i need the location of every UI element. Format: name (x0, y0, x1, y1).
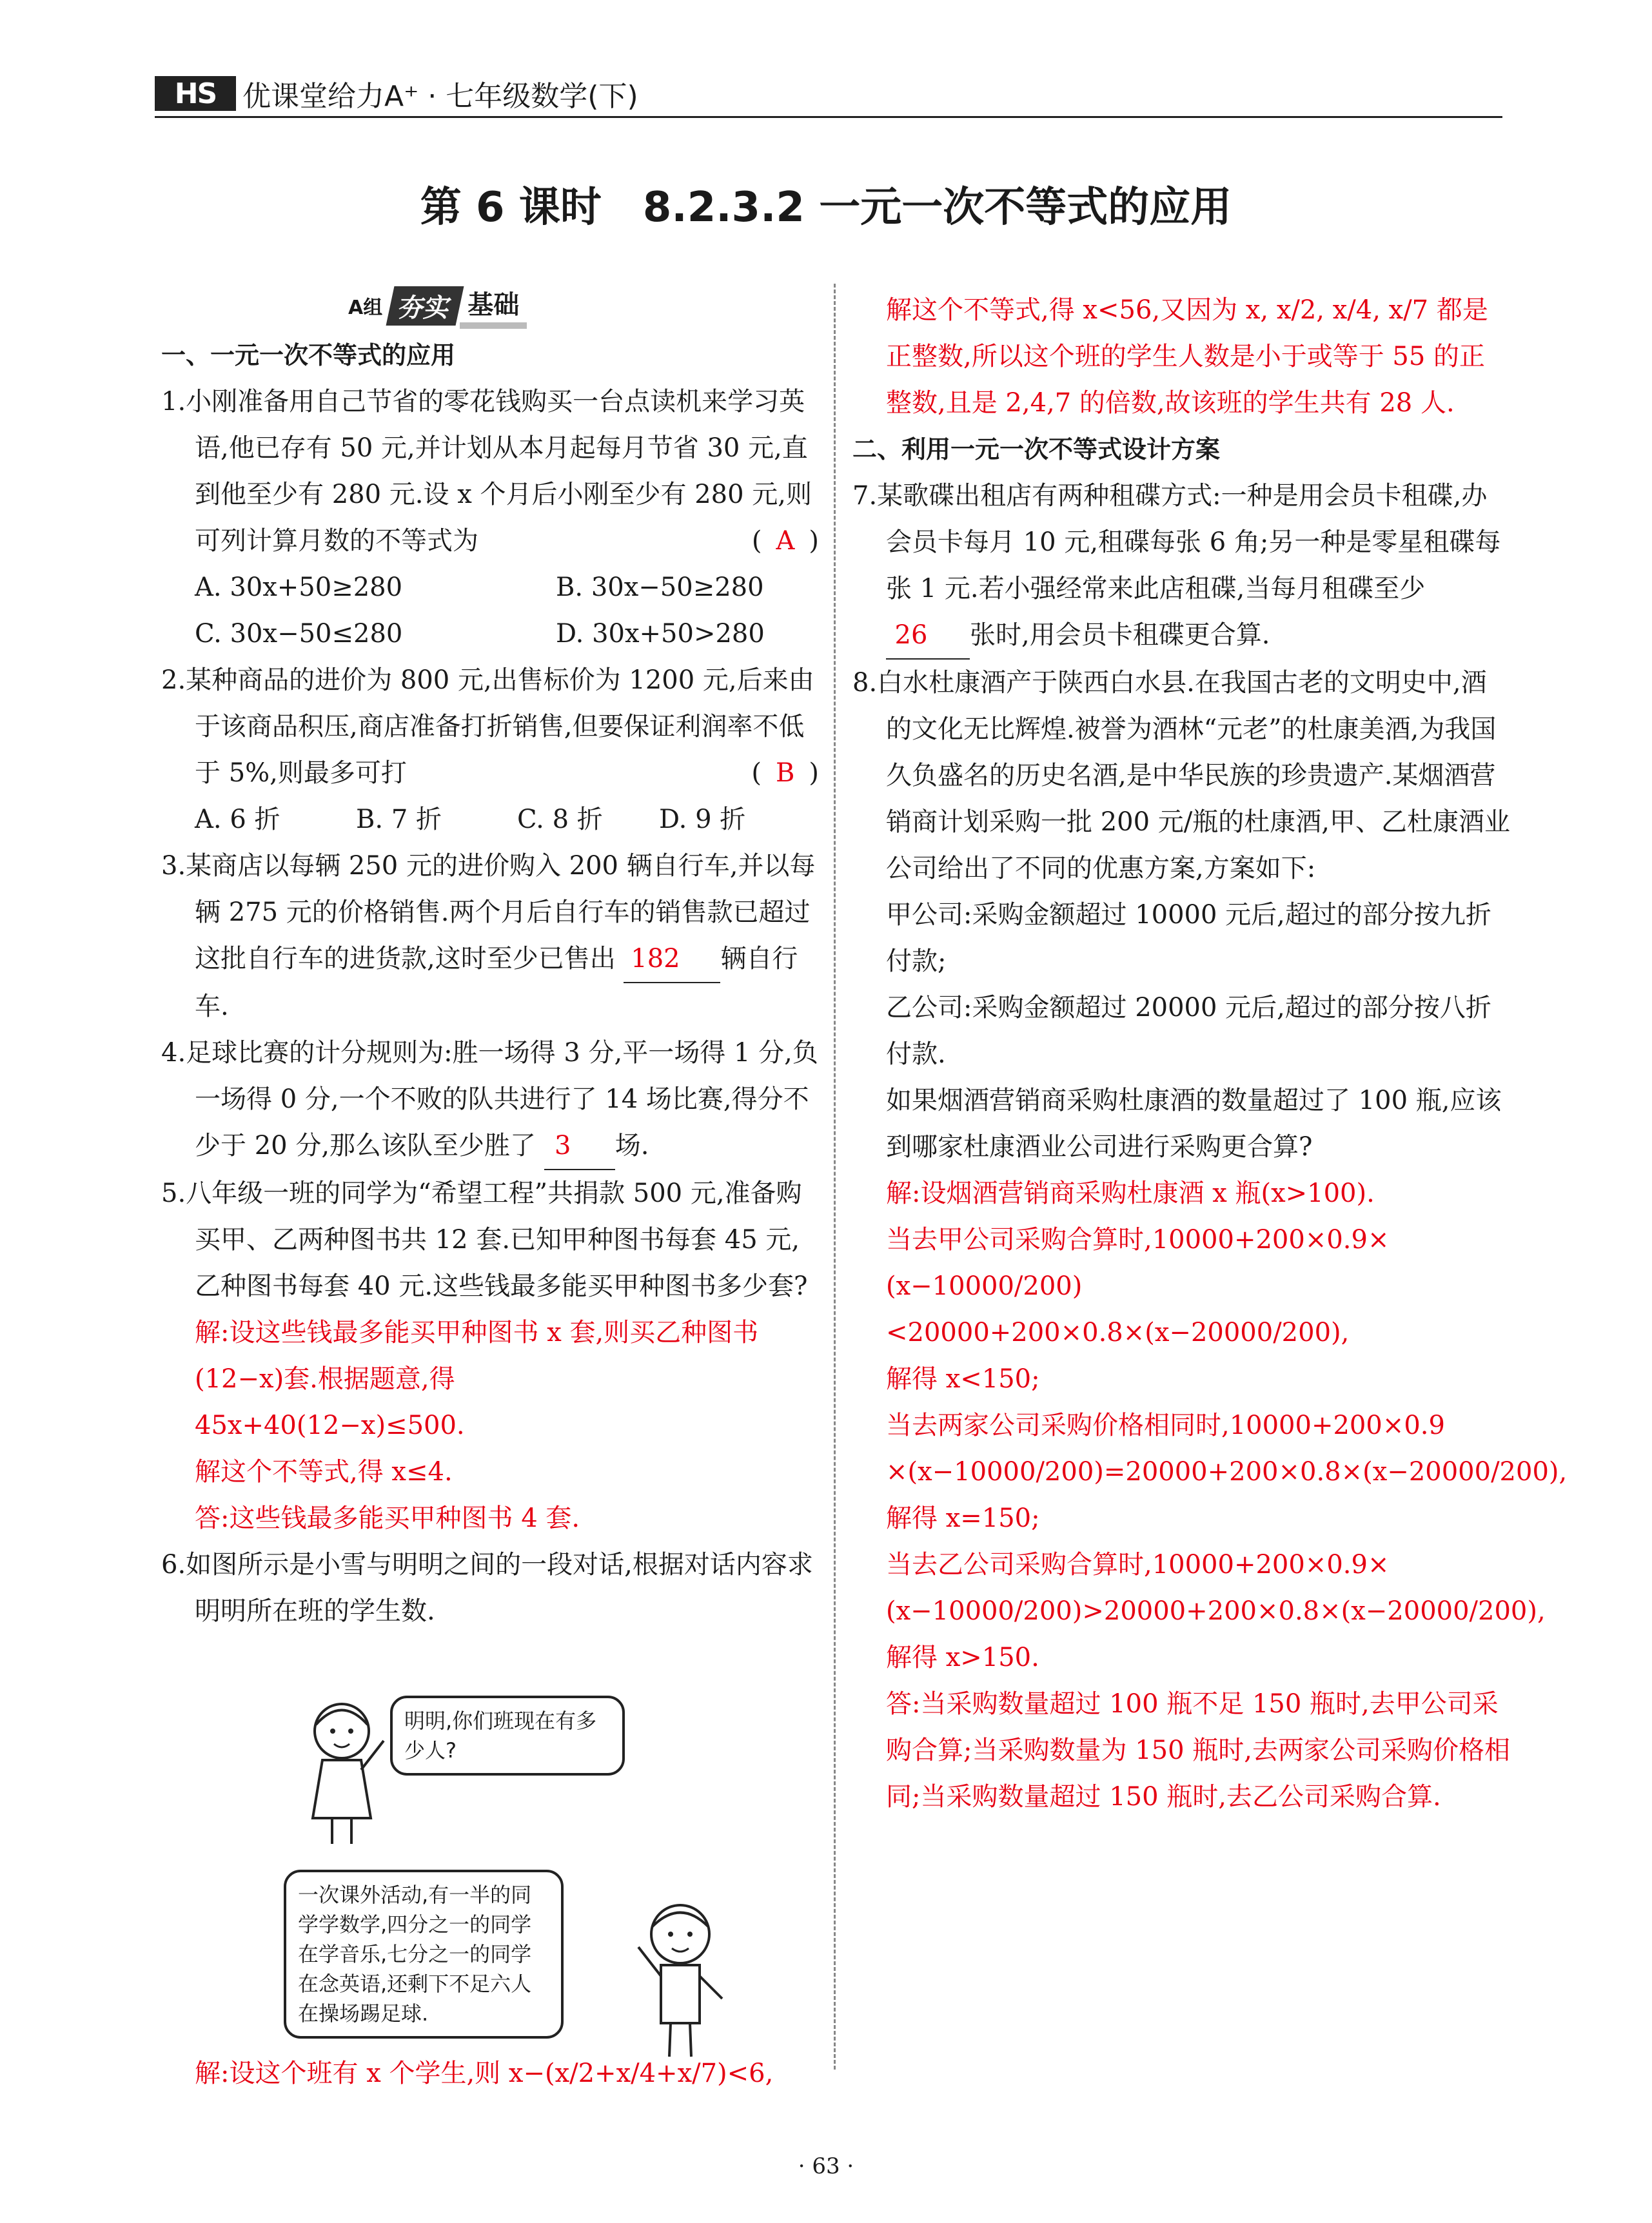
question-7 (852, 473, 1510, 660)
q2-option-a: A. 6 折 (195, 805, 280, 834)
q8-solution-10: 解得 x>150. (886, 1643, 1039, 1672)
q8-text: 8.白水杜康酒产于陕西白水县.在我国古老的文明史中,酒的文化无比辉煌.被誉为酒林“元老”的杜康美酒,为我国久负盛名的历史名酒,是中华民族的珍贵遗产.某烟酒营销商计划采购一批 200 元/瓶的杜康酒,甲、乙杜康酒业公司给出了不同的优惠方案,方案如下: (852, 668, 1510, 883)
q4-blank: 3 (544, 1122, 615, 1170)
q1-option-c: C. 30x−50≤280 (195, 619, 403, 649)
question-3 (161, 843, 819, 1030)
q5-text: 5.八年级一班的同学为“希望工程”共捐款 500 元,准备购买甲、乙两种图书共 12 套.已知甲种图书每套 45 元,乙种图书每套 40 元.这些钱最多能买甲种图书多少套? (161, 1179, 808, 1301)
q8-solution-1: 解:设烟酒营销商采购杜康酒 x 瓶(x>100). (886, 1179, 1375, 1208)
q8-question: 如果烟酒营销商采购杜康酒的数量超过了 100 瓶,应该到哪家杜康酒业公司进行采购更合算? (886, 1086, 1502, 1162)
q3-blank: 182 (624, 935, 720, 983)
running-header (155, 71, 638, 116)
right-column (852, 287, 1568, 1820)
q2-option-d: D. 9 折 (659, 805, 746, 834)
girl-figure-icon (297, 1696, 387, 1850)
q8-solution-9: (x−10000/200)>20000+200×0.8×(x−20000/200), (886, 1596, 1546, 1626)
column-divider (834, 284, 836, 2070)
q8-solution-4: 解得 x<150; (886, 1364, 1040, 1394)
q5-solution-3: 解这个不等式,得 x≤4. (195, 1457, 453, 1487)
q8-solution-11: 答:当采购数量超过 100 瓶不足 150 瓶时,去甲公司采购合算;当采购数量为 150 瓶时,去两家公司采购价格相同;当采购数量超过 150 瓶时,去乙公司采购合算. (886, 1689, 1510, 1812)
left-column (161, 332, 819, 1634)
q8-solution-7: 解得 x=150; (886, 1503, 1040, 1533)
q1-answer: A (776, 526, 795, 556)
boy-figure-icon (632, 1895, 729, 2063)
banner-group: A组 (348, 297, 383, 319)
question-6 (161, 1542, 819, 1634)
question-1: 1.小刚准备用自己节省的零花钱购买一台点读机来学习英语,他已存有 50 元,并计划从本月起每月节省 30 元,直到他至少有 280 元.设 x 个月后小刚至少有 280 元,则可列计算月数的不等式为 ( A ) A. 30x+50≥280 B. 30x−50≥280 C. 30x−50≤280 D. 30x+50>280 (161, 378, 819, 657)
question-2: 2.某种商品的进价为 800 元,出售标价为 1200 元,后来由于该商品积压,商店准备打折销售,但要保证利润率不低于 5%,则最多可打 ( B ) A. 6 折 B. 7 折 C. 8 折 D. 9 折 (161, 657, 819, 843)
q6-text: 6.如图所示是小雪与明明之间的一段对话,根据对话内容求明明所在班的学生数. (161, 1550, 813, 1626)
q8-solution-3: (x−10000/200)<20000+200×0.8×(x−20000/200), (886, 1271, 1350, 1347)
q2-text: 2.某种商品的进价为 800 元,出售标价为 1200 元,后来由于该商品积压,商店准备打折销售,但要保证利润率不低于 5%,则最多可打 (161, 665, 814, 788)
q4-text: 4.足球比赛的计分规则为:胜一场得 3 分,平一场得 1 分,负一场得 0 分,一个不败的队共进行了 14 场比赛,得分不少于 20 分,那么该队至少胜了 (161, 1038, 818, 1160)
speech-bubble-1: 明明,你们班现在有多少人? (390, 1696, 625, 1776)
header-text: 优课堂给力A⁺ · 七年级数学(下) (242, 80, 638, 113)
q5-solution-1: 解:设这些钱最多能买甲种图书 x 套,则买乙种图书(12−x)套.根据题意,得 (195, 1318, 759, 1394)
q8-company-jia: 甲公司:采购金额超过 10000 元后,超过的部分按九折付款; (886, 900, 1491, 976)
header-rule (155, 116, 1502, 118)
q3-text: 3.某商店以每辆 250 元的进价购入 200 辆自行车,并以每辆 275 元的价格销售.两个月后自行车的销售款已超过这批自行车的进货款,这时至少已售出 (161, 851, 816, 974)
q7-tail: 张时,用会员卡租碟更合算. (970, 620, 1270, 650)
section-heading-1: 一、一元一次不等式的应用 (161, 341, 456, 369)
q6-solution-3: 正整数,所以这个班的学生人数是小于或等于 55 的正整数,且是 2,4,7 的倍数,故该班的学生共有 28 人. (886, 342, 1486, 418)
hs-logo: HS (155, 76, 236, 111)
section-banner (348, 287, 625, 324)
q8-solution-8: 当去乙公司采购合算时,10000+200×0.9× (886, 1550, 1390, 1580)
q7-text: 7.某歌碟出租店有两种租碟方式:一种是用会员卡租碟,办会员卡每月 10 元,租碟每张 6 角;另一种是零星租碟每张 1 元.若小强经常来此店租碟,当每月租碟至少 (852, 481, 1501, 603)
q5-solution-4: 答:这些钱最多能买甲种图书 4 套. (195, 1503, 580, 1533)
q4-tail: 场. (615, 1131, 649, 1160)
page-number: · 63 · (798, 2153, 854, 2179)
q8-solution-2: 当去甲公司采购合算时,10000+200×0.9× (886, 1225, 1390, 1255)
speech-bubble-2: 一次课外活动,有一半的同学学数学,四分之一的同学在学音乐,七分之一的同学在念英语,还剩下不足六人在操场踢足球. (284, 1870, 564, 2039)
q8-solution-5: 当去两家公司采购价格相同时,10000+200×0.9 (886, 1411, 1445, 1440)
q1-option-b: B. 30x−50≥280 (556, 573, 764, 602)
q6-solution-1: 解:设这个班有 x 个学生,则 x−(x/2+x/4+x/7)<6, (195, 2059, 774, 2088)
q1-option-d: D. 30x+50>280 (556, 619, 765, 649)
question-5 (161, 1170, 819, 1542)
q1-text: 1.小刚准备用自己节省的零花钱购买一台点读机来学习英语,他已存有 50 元,并计划从本月起每月节省 30 元,直到他至少有 280 元.设 x 个月后小刚至少有 280 元,则可列计算月数的不等式为 (161, 387, 812, 556)
q1-option-a: A. 30x+50≥280 (195, 573, 403, 602)
banner-label-1: 夯实 (386, 286, 464, 326)
dialogue-illustration (271, 1676, 800, 2089)
q8-company-yi: 乙公司:采购金额超过 20000 元后,超过的部分按八折付款. (886, 993, 1491, 1069)
banner-label-2: 基础 (460, 283, 527, 329)
q7-blank: 26 (886, 612, 970, 660)
q8-solution-6: ×(x−10000/200)=20000+200×0.8×(x−20000/200), (886, 1457, 1568, 1487)
q2-option-c: C. 8 折 (517, 805, 603, 834)
q6-solution-2: 解这个不等式,得 x<56,又因为 x, x/2, x/4, x/7 都是 (886, 295, 1488, 325)
question-8 (852, 660, 1568, 1820)
q6-solution-block (161, 2050, 819, 2097)
q2-answer: B (775, 758, 795, 788)
q3-tail: 辆自行车. (195, 944, 798, 1021)
section-heading-2: 二、利用一元一次不等式设计方案 (852, 435, 1221, 464)
lesson-title: 第 6 课时 8.2.3.2 一元一次不等式的应用 (420, 184, 1232, 231)
q2-option-b: B. 7 折 (356, 805, 442, 834)
question-4 (161, 1030, 819, 1170)
q5-solution-2: 45x+40(12−x)≤500. (195, 1411, 465, 1440)
